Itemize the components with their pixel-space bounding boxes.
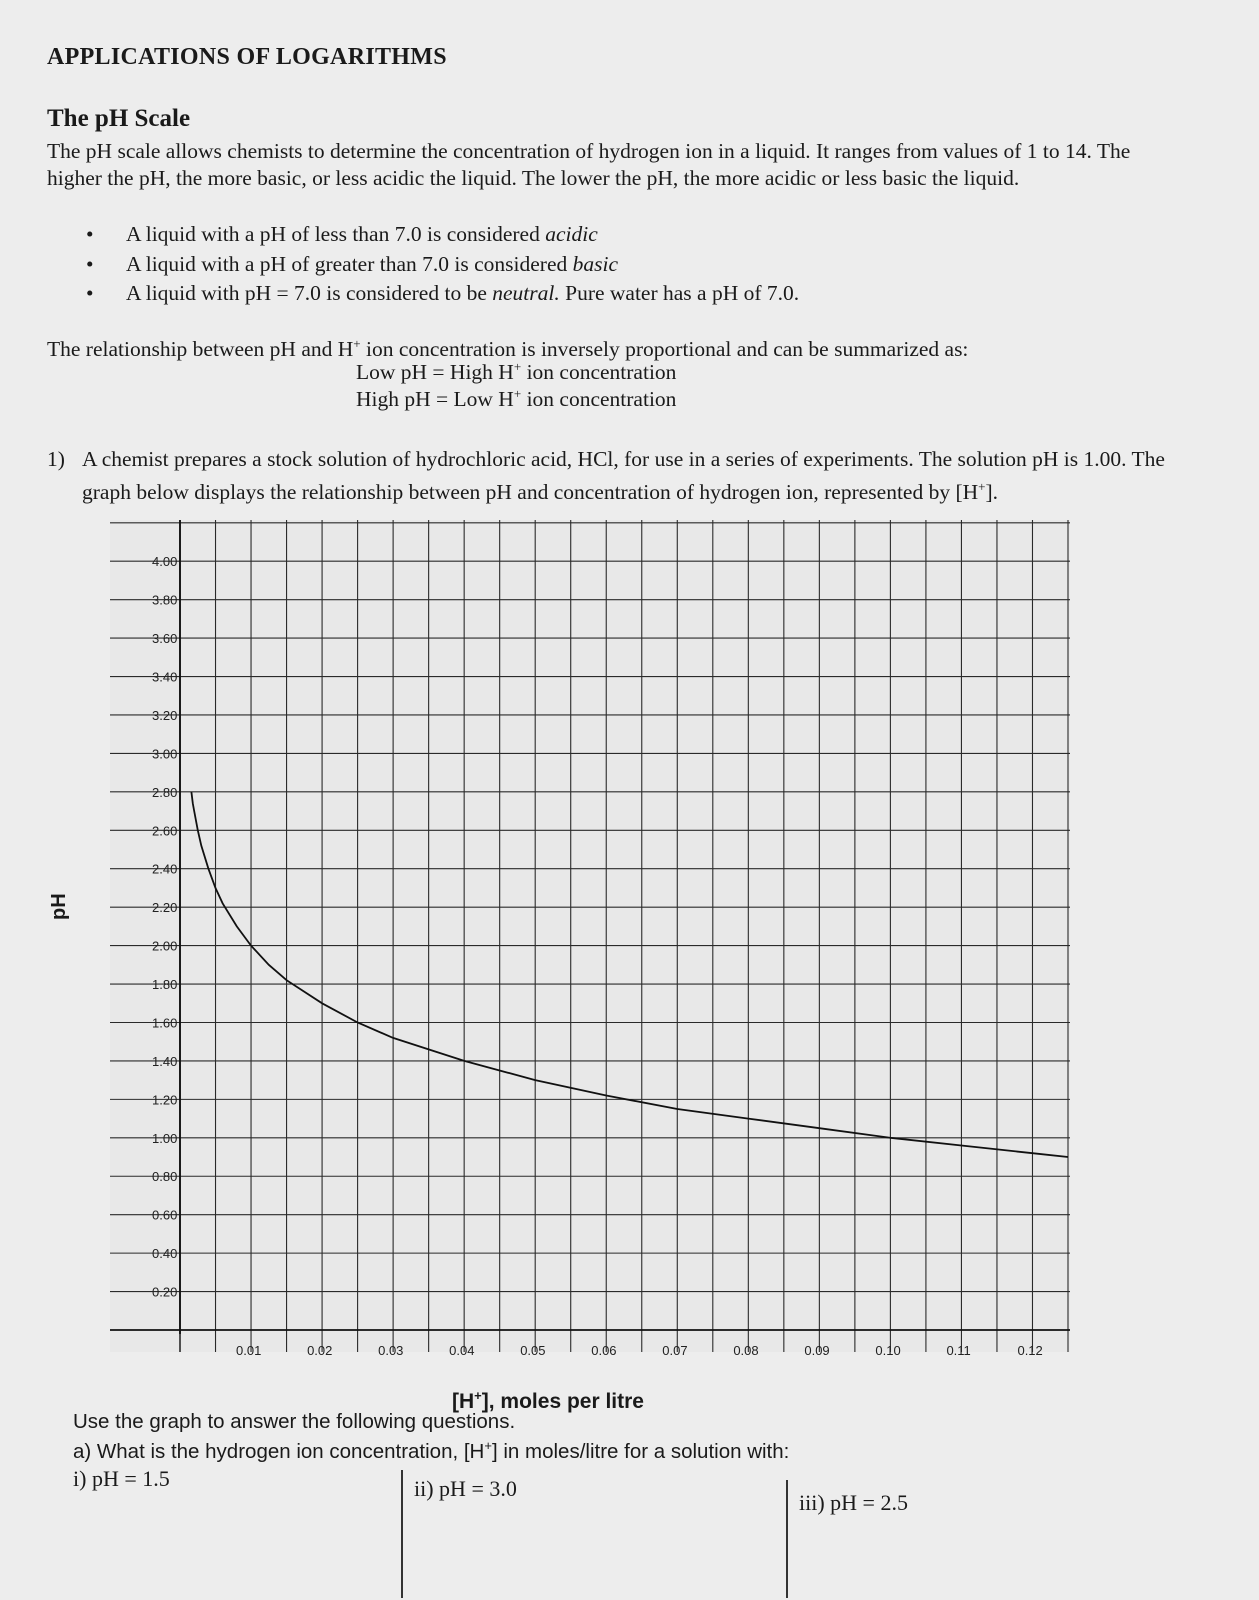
y-tick-label: 2.80: [152, 784, 178, 800]
question-number: 1): [47, 447, 65, 471]
y-tick-label: 1.40: [152, 1053, 178, 1069]
bullet-mark: •: [86, 222, 94, 246]
ph-concentration-graph: [0, 520, 1259, 1400]
relationship-line-high: High pH = Low H+ ion concentration: [356, 386, 677, 412]
y-tick-label: 3.40: [152, 669, 178, 685]
x-tick-label: 0.08: [733, 1343, 759, 1358]
list-item: • A liquid with a pH of greater than 7.0 is considered basic: [86, 251, 619, 276]
y-tick-label: 2.20: [152, 900, 178, 916]
y-tick-label: 1.80: [152, 977, 178, 993]
part-a-question: a) What is the hydrogen ion concentration, [H+] in moles/litre for a solution with:: [73, 1438, 790, 1463]
y-tick-label: 4.00: [152, 554, 178, 570]
relationship-statement: The relationship between pH and H+ ion concentration is inversely proportional and can be summarized as:: [47, 336, 969, 362]
x-tick-label: 0.10: [875, 1343, 901, 1358]
x-tick-label: 0.07: [662, 1343, 688, 1358]
question-1: [47, 446, 1177, 506]
y-tick-label: 3.00: [152, 746, 178, 762]
x-tick-label: 0.12: [1017, 1343, 1043, 1358]
sub-question-i: i) pH = 1.5: [73, 1466, 170, 1491]
y-axis-label: pH: [48, 893, 70, 920]
x-tick-label: 0.04: [449, 1343, 475, 1358]
bullet-mark: •: [86, 251, 94, 276]
question-text: A chemist prepares a stock solution of hydrochloric acid, HCl, for use in a series of experiments. The solution pH is 1.00. The graph below displays the relationship between pH and concentration of hydrogen ion, represented by [H+].: [82, 447, 1165, 505]
answer-divider-1: [401, 1470, 403, 1598]
y-tick-label: 3.80: [152, 592, 178, 608]
instructions: Use the graph to answer the following questions.: [73, 1410, 516, 1433]
y-tick-label: 3.20: [152, 707, 178, 723]
page-title: APPLICATIONS OF LOGARITHMS: [47, 44, 447, 70]
x-tick-label: 0.09: [804, 1343, 830, 1358]
x-tick-label: 0.03: [378, 1343, 404, 1358]
sub-question-ii: ii) pH = 3.0: [414, 1476, 517, 1501]
x-tick-label: 0.01: [236, 1343, 262, 1358]
bullet-mark: •: [86, 281, 94, 305]
y-tick-label: 1.60: [152, 1015, 178, 1031]
list-item: • A liquid with a pH of less than 7.0 is considered acidic: [86, 222, 598, 246]
y-tick-label: 0.40: [152, 1246, 178, 1262]
intro-paragraph: The pH scale allows chemists to determine the concentration of hydrogen ion in a liquid. It ranges from values of 1 to 14. The higher the pH, the more basic, or less acidic the liquid. The lower the pH, the more acidic or less basic the liquid.: [47, 139, 1131, 190]
answer-divider-2: [786, 1480, 788, 1598]
y-tick-label: 3.60: [152, 631, 178, 647]
y-tick-label: 0.80: [152, 1169, 178, 1185]
x-tick-label: 0.02: [307, 1343, 333, 1358]
section-title: The pH Scale: [47, 105, 191, 132]
y-tick-label: 2.40: [152, 861, 178, 877]
bullet-list: [86, 222, 799, 311]
y-tick-label: 1.00: [152, 1130, 178, 1146]
y-tick-label: 1.20: [152, 1092, 178, 1108]
y-tick-label: 2.00: [152, 938, 178, 954]
relationship-line-low: Low pH = High H+ ion concentration: [356, 359, 677, 385]
y-tick-label: 0.60: [152, 1207, 178, 1223]
list-item: • A liquid with pH = 7.0 is considered to be neutral. Pure water has a pH of 7.0.: [86, 281, 800, 305]
y-tick-label: 2.60: [152, 823, 178, 839]
x-tick-label: 0.05: [520, 1343, 546, 1358]
y-tick-label: 0.20: [152, 1284, 178, 1300]
x-axis-label: [H+], moles per litre: [452, 1388, 644, 1413]
sub-question-iii: iii) pH = 2.5: [799, 1490, 908, 1515]
x-tick-label: 0.11: [946, 1343, 971, 1358]
x-tick-label: 0.06: [591, 1343, 617, 1358]
